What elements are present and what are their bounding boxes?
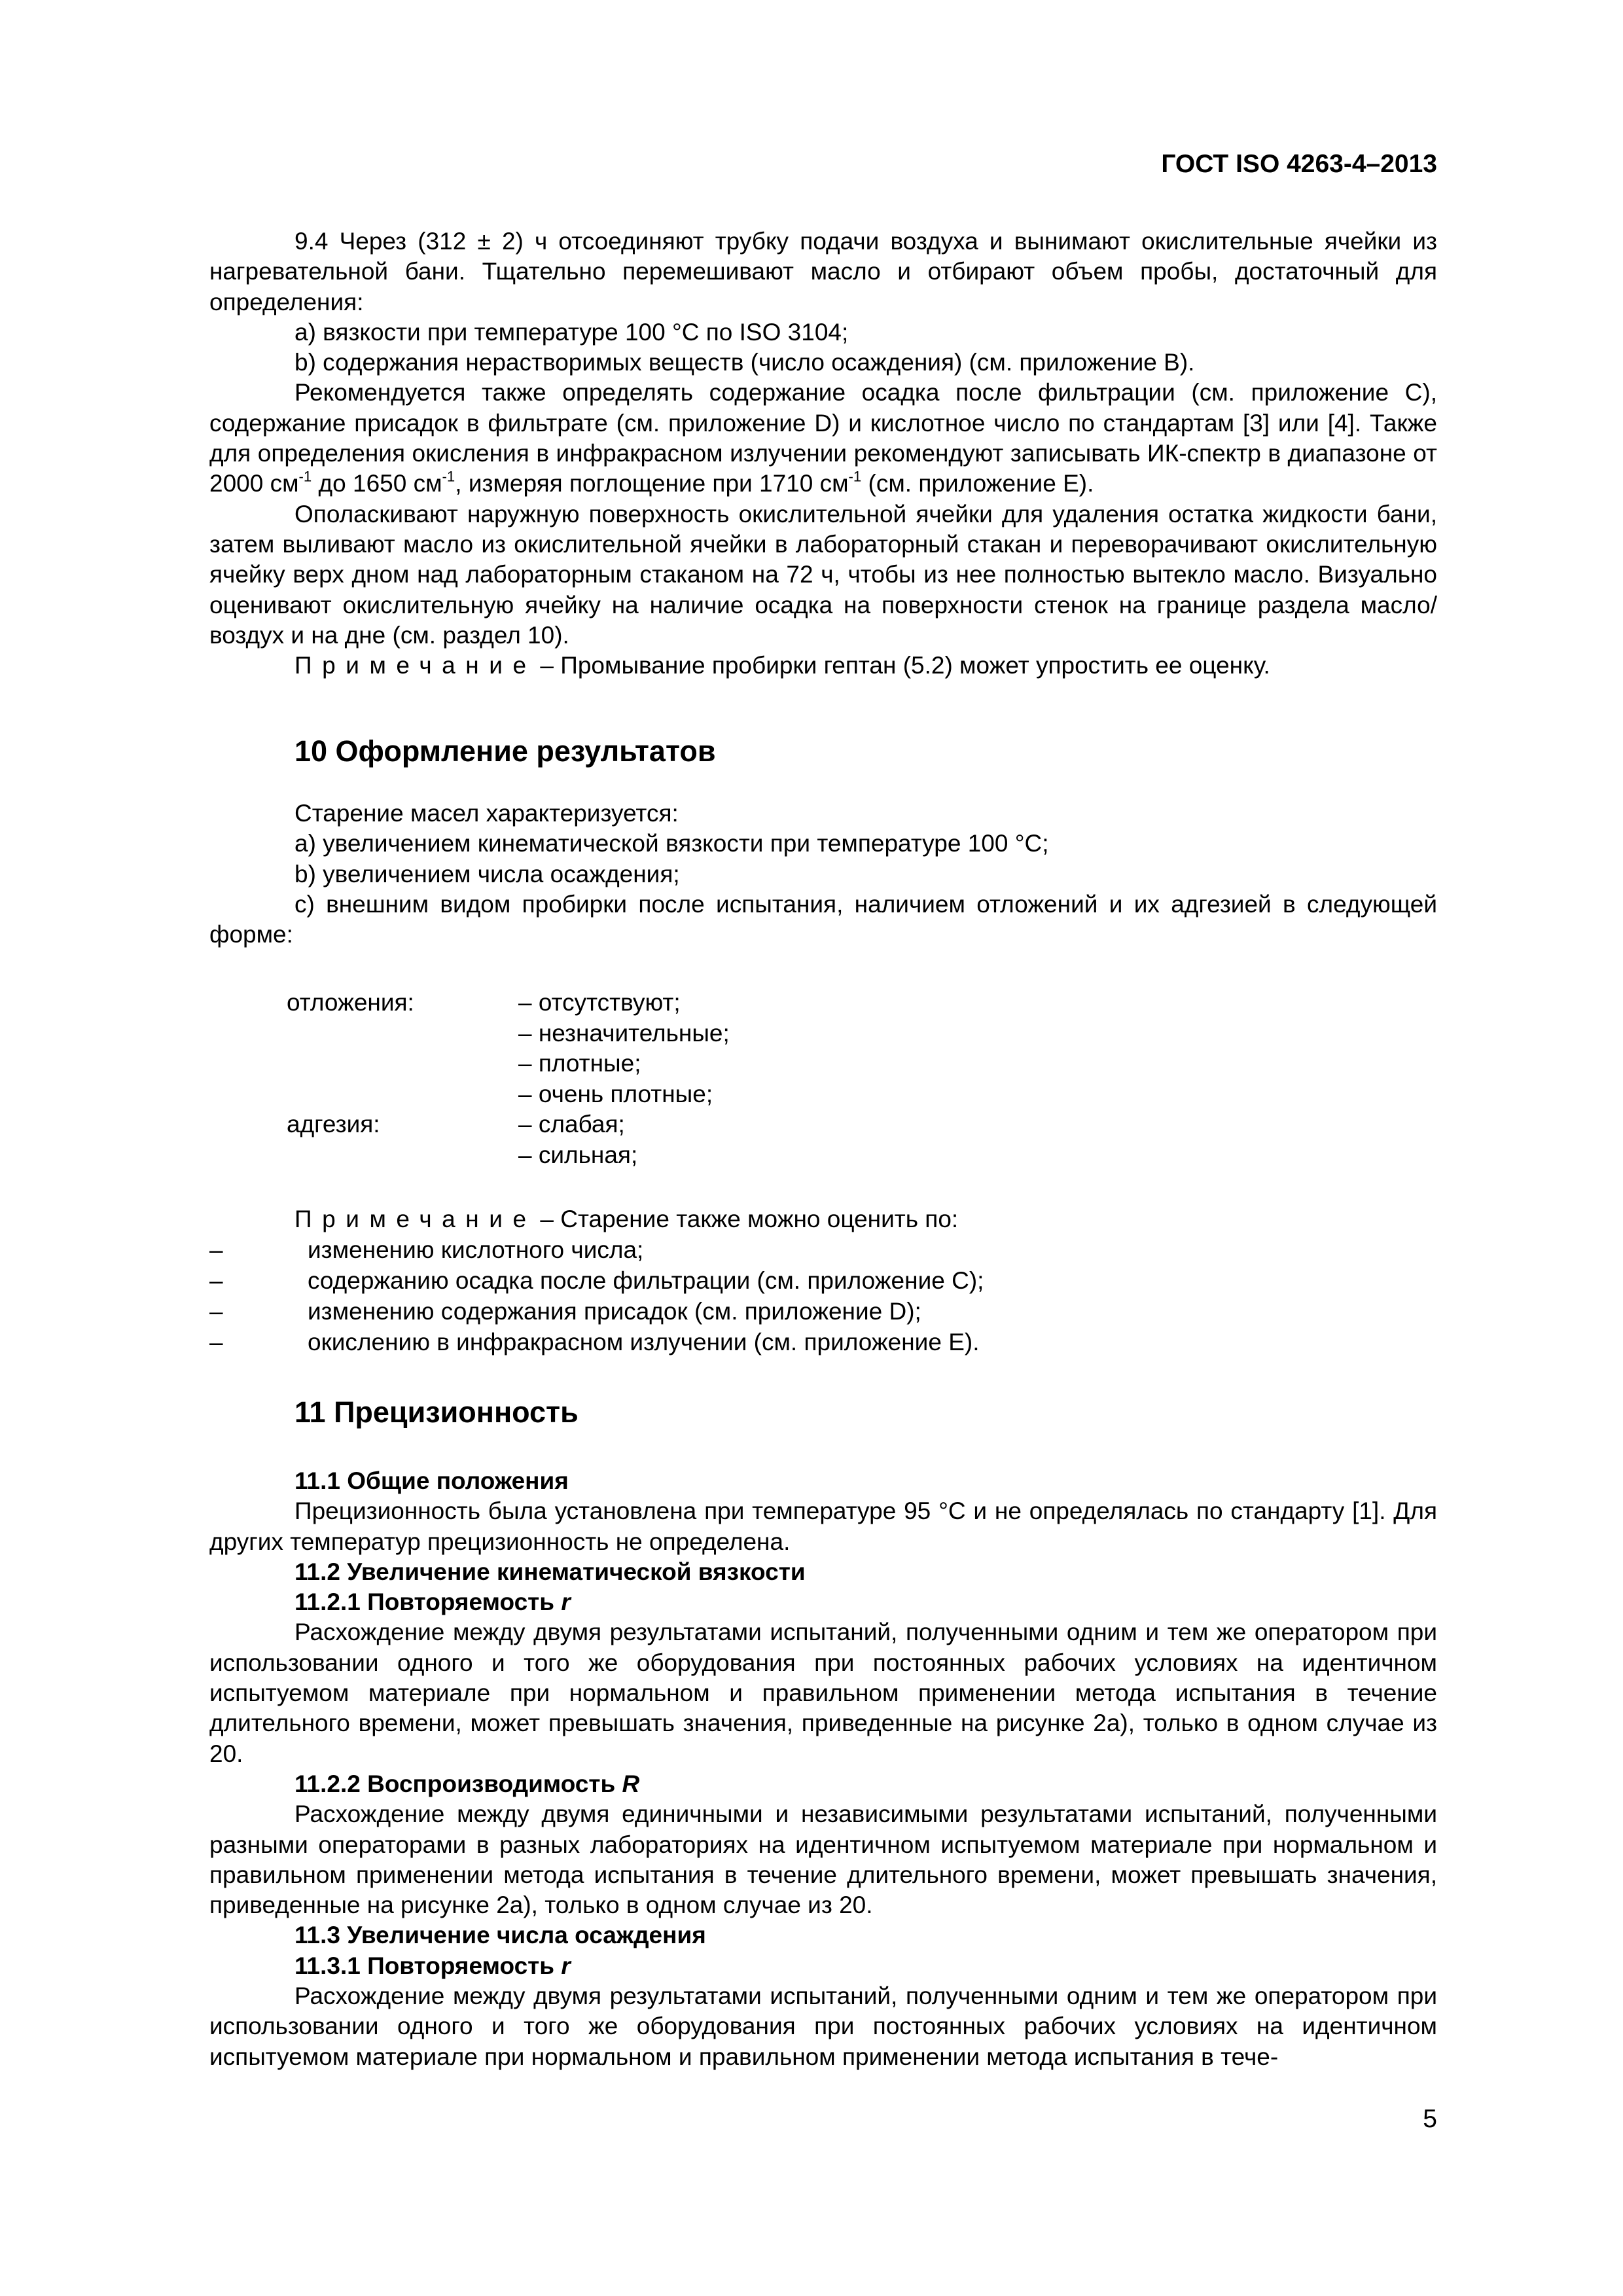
note-label: Примечание [294,1206,537,1232]
doc-code-header: ГОСТ ISO 4263-4–2013 [1161,150,1437,178]
paragraph-11-2-2: Расхождение между двумя единичными и независимыми результатами испытаний, полученными разными операторами в разных лабораториях на идентичном испытуемом материале при нормальном и правильном применении метода испытания в течение длительного времени, может превышать значения, приведенные на рисунке 2а), только в одном случае из 20. [209,1801,1437,1919]
heading-11-3-1: 11.3.1 Повторяемость r [294,1952,571,1979]
paragraph-11-2-1: Расхождение между двумя результатами испытаний, полученными одним и тем же оператором при использовании одного и того же оборудования при постоянных рабочих условиях на идентичном испытуемом материале при нормальном и правильном применении метода испытания в течение длительного времени, может превышать значения, приведенные на рисунке 2а), только в одном случае из 20. [209,1619,1437,1767]
section-9-4 [209,226,1437,681]
note-10: Примечание – Старение также можно оценить по: [294,1206,959,1232]
paragraph-rinse: Ополаскивают наружную поверхность окислительной ячейки для удаления остатка жидкости бани, затем выливают масло из окислительной ячейки в лабораторный стакан и переворачивают окислительную ячейку верх дном над лабораторным стаканом на 72 ч, чтобы из нее полностью вытекло масло. Визуально оценивают окислительную ячейку на наличие осадка на поверхности стенок на границе раздела масло/воздух и на дне (см. раздел 10). [209,500,1437,649]
heading-11-1: 11.1 Общие положения [294,1467,569,1494]
adhesion-option: – слабая; [518,1111,625,1138]
deposits-option: – очень плотные; [518,1081,713,1107]
paragraph-aging-intro: Старение масел характеризуется: [294,800,679,827]
note-9-4: Примечание – Промывание пробирки гептан (5.2) может упростить ее оценку. [294,652,1270,679]
adhesion-option: – сильная; [518,1141,638,1168]
deposits-option: – незначительные; [518,1020,730,1047]
section-11-body [209,1466,1437,2072]
page-number: 5 [1423,2105,1437,2133]
paragraph-9-4-intro: 9.4 Через (312 ± 2) ч отсоединяют трубку подачи воздуха и вынимают окислительные ячейки из нагревательной бани. Тщательно перемешивают масло и отбирают объем пробы, достаточный для определения: [209,228,1437,315]
adhesion-label: адгезия: [287,1111,380,1138]
list-item-b-sediment-increase: b) увеличением числа осаждения; [294,860,680,888]
section-10-body [209,798,1437,950]
heading-11-2-2: 11.2.2 Воспроизводимость R [294,1770,640,1797]
list-item-a-viscosity-increase: a) увеличением кинематической вязкости при температуре 100 °C; [294,830,1049,857]
deposits-option: – плотные; [518,1050,641,1077]
deposits-label: отложения: [287,989,414,1016]
heading-section-11: 11 Прецизионность [294,1395,579,1429]
list-item-c-appearance: c) внешним видом пробирки после испытания, наличием отложений и их адгезией в следующей форме: [209,890,1437,948]
list-item-a-viscosity: a) вязкости при температуре 100 °C по ISO 3104; [294,318,849,346]
note-label: Примечание [294,652,537,679]
heading-section-10: 10 Оформление результатов [294,734,716,768]
heading-11-2-1: 11.2.1 Повторяемость r [294,1588,571,1616]
paragraph-11-3-1: Расхождение между двумя результатами испытаний, полученными одним и тем же оператором при использовании одного и того же оборудования при постоянных рабочих условиях на идентичном испытуемом материале при нормальном и правильном применении метода испытания в тече- [209,1982,1437,2070]
paragraph-recommendations: Рекомендуется также определять содержание осадка после фильтрации (см. приложение C), содержание присадок в фильтрате (см. приложение D) и кислотное число по стандартам [3] или [4]. Также для определения окисления в инфракрасном излучении рекомендуют записывать ИК-спектр в диапазоне от 2000 $см^{-1}$ до 1650 $см^{-1}$, измеряя поглощение при 1710 $см^{-1}$ (см. приложение E). [209,379,1437,497]
paragraph-11-1: Прецизионность была установлена при температуре 95 °C и не определялась по стандарту [1]. Для других температур прецизионность не определена. [209,1498,1437,1555]
list-item-b-insolubles: b) содержания нерастворимых веществ (число осаждения) (см. приложение B). [294,349,1195,376]
heading-11-3: 11.3 Увеличение числа осаждения [294,1922,706,1949]
deposits-option: – отсутствуют; [518,989,681,1016]
heading-11-2: 11.2 Увеличение кинематической вязкости [294,1558,806,1585]
